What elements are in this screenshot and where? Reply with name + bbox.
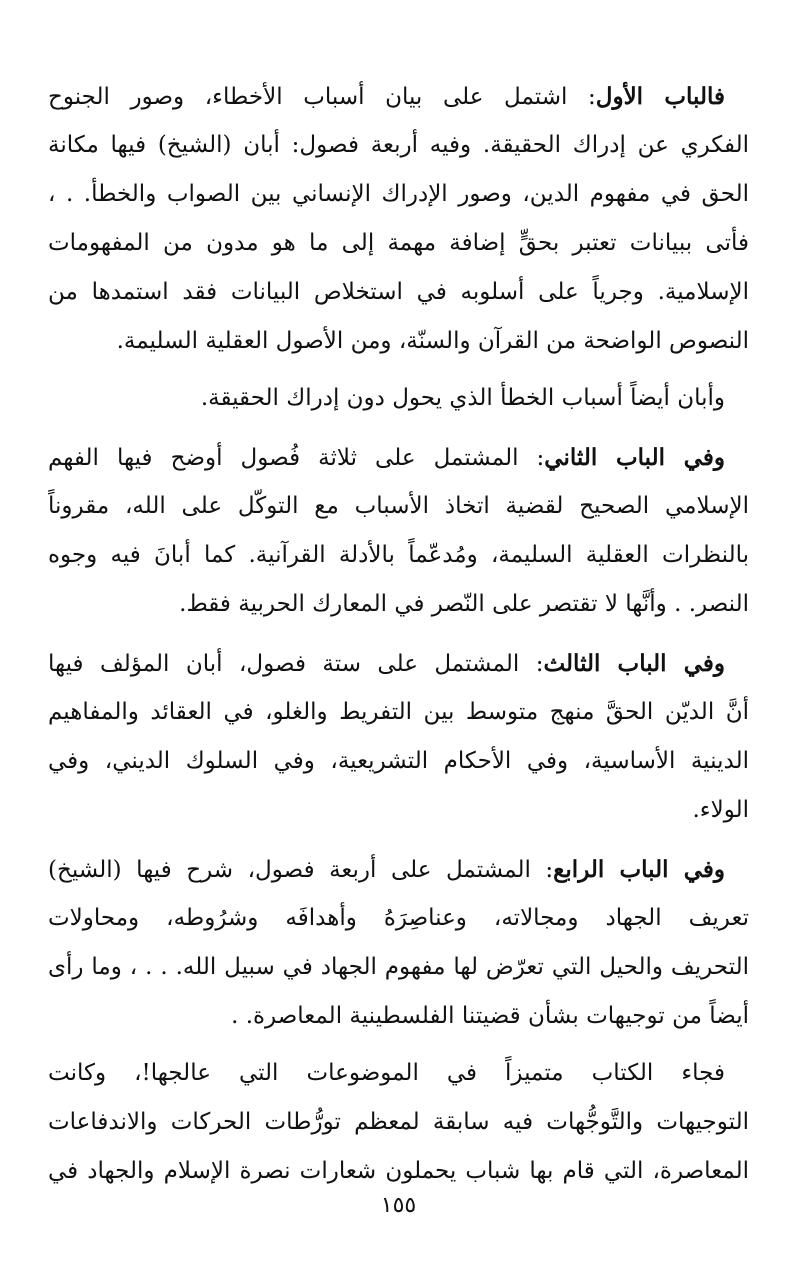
- text-line: الإسلامي الصحيح لقضية اتخاذ الأسباب مع التوكّل على الله، مقروناً: [48, 493, 749, 519]
- paragraph-lead: فالباب الأول: [595, 83, 725, 110]
- text-line: وأبان أيضاً أسباب الخطأ الذي يحول دون إدراك الحقيقة.: [200, 385, 725, 411]
- line-text: : المشتمل على ثلاثة فُصول أوضح فيها الفهم: [48, 445, 545, 471]
- paragraph-lead: وفي الباب الرابع: [553, 856, 726, 883]
- text-line: التحريف والحيل التي تعرّض لها مفهوم الجهاد في سبيل الله. . . ، وما رأى: [48, 954, 749, 980]
- text-line: تعريف الجهاد ومجالاته، وعناصِرَهُ وأهدافَه وشرُوطه، ومحاولات: [48, 905, 749, 931]
- text-line: الدينية الأساسية، وفي الأحكام التشريعية، وفي السلوك الديني، وفي: [48, 748, 749, 774]
- text-line: [48, 72, 749, 121]
- text-line: النصوص الواضحة من القرآن والسنّة، ومن الأصول العقلية السليمة.: [116, 328, 749, 354]
- text-line: الولاء.: [692, 797, 749, 823]
- text-line: فجاء الكتاب متميزاً في الموضوعات التي عالجها!، وكانت: [48, 1060, 725, 1086]
- paragraph-part-four: [48, 845, 749, 1041]
- paragraph-part-two: [48, 433, 749, 629]
- paragraph-lead: وفي الباب الثاني: [544, 444, 725, 471]
- text-line: [48, 433, 749, 482]
- text-line: الحق في مفهوم الدين، وصور الإدراك الإنساني بين الصواب والخطأ. . ،: [48, 181, 749, 207]
- text-line: [48, 845, 749, 894]
- page-number: ١٥٥: [380, 1193, 417, 1218]
- text-line: أنَّ الديّن الحقَّ منهج متوسط بين التفريط والغلو، في العقائد والمفاهيم: [48, 699, 749, 725]
- text-line: أيضاً من توجيهات بشأن قضيتنا الفلسطينية المعاصرة. .: [231, 1003, 749, 1029]
- text-line: فأتى ببيانات تعتبر بحقٍّ إضافة مهمة إلى ما هو مدون من المفهومات: [48, 230, 749, 256]
- paragraph-lead: وفي الباب الثالث: [543, 650, 725, 677]
- paragraph-conclusion: [48, 1049, 749, 1196]
- text-line: التوجيهات والتَّوجُّهات فيه سابقة لمعظم تورُّطات الحركات والاندفاعات: [48, 1109, 749, 1135]
- text-line: النصر. . وأنَّها لا تقتصر على النّصر في المعارك الحربية فقط.: [179, 591, 749, 617]
- line-text: : المشتمل على ستة فصول، أبان المؤلف فيها: [48, 651, 544, 677]
- line-text: : اشتمل على بيان أسباب الأخطاء، وصور الجنوح: [48, 84, 596, 110]
- paragraph-part-one: [48, 72, 749, 366]
- paragraph-part-one-cont: [48, 374, 749, 423]
- text-line: [48, 639, 749, 688]
- paragraph-part-three: [48, 639, 749, 835]
- text-line: الفكري عن إدراك الحقيقة. وفيه أربعة فصول: أبان (الشيخ) فيها مكانة: [48, 132, 749, 158]
- text-line: الإسلامية. وجرياً على أسلوبه في استخلاص البيانات فقد استمدها من: [48, 279, 749, 305]
- line-text: : المشتمل على أربعة فصول، شرح فيها (الشيخ): [48, 857, 554, 883]
- text-line: المعاصرة، التي قام بها شباب يحملون شعارات نصرة الإسلام والجهاد في: [48, 1158, 749, 1184]
- text-line: بالنظرات العقلية السليمة، ومُدعّماً بالأدلة القرآنية. كما أبانَ فيه وجوه: [48, 542, 749, 568]
